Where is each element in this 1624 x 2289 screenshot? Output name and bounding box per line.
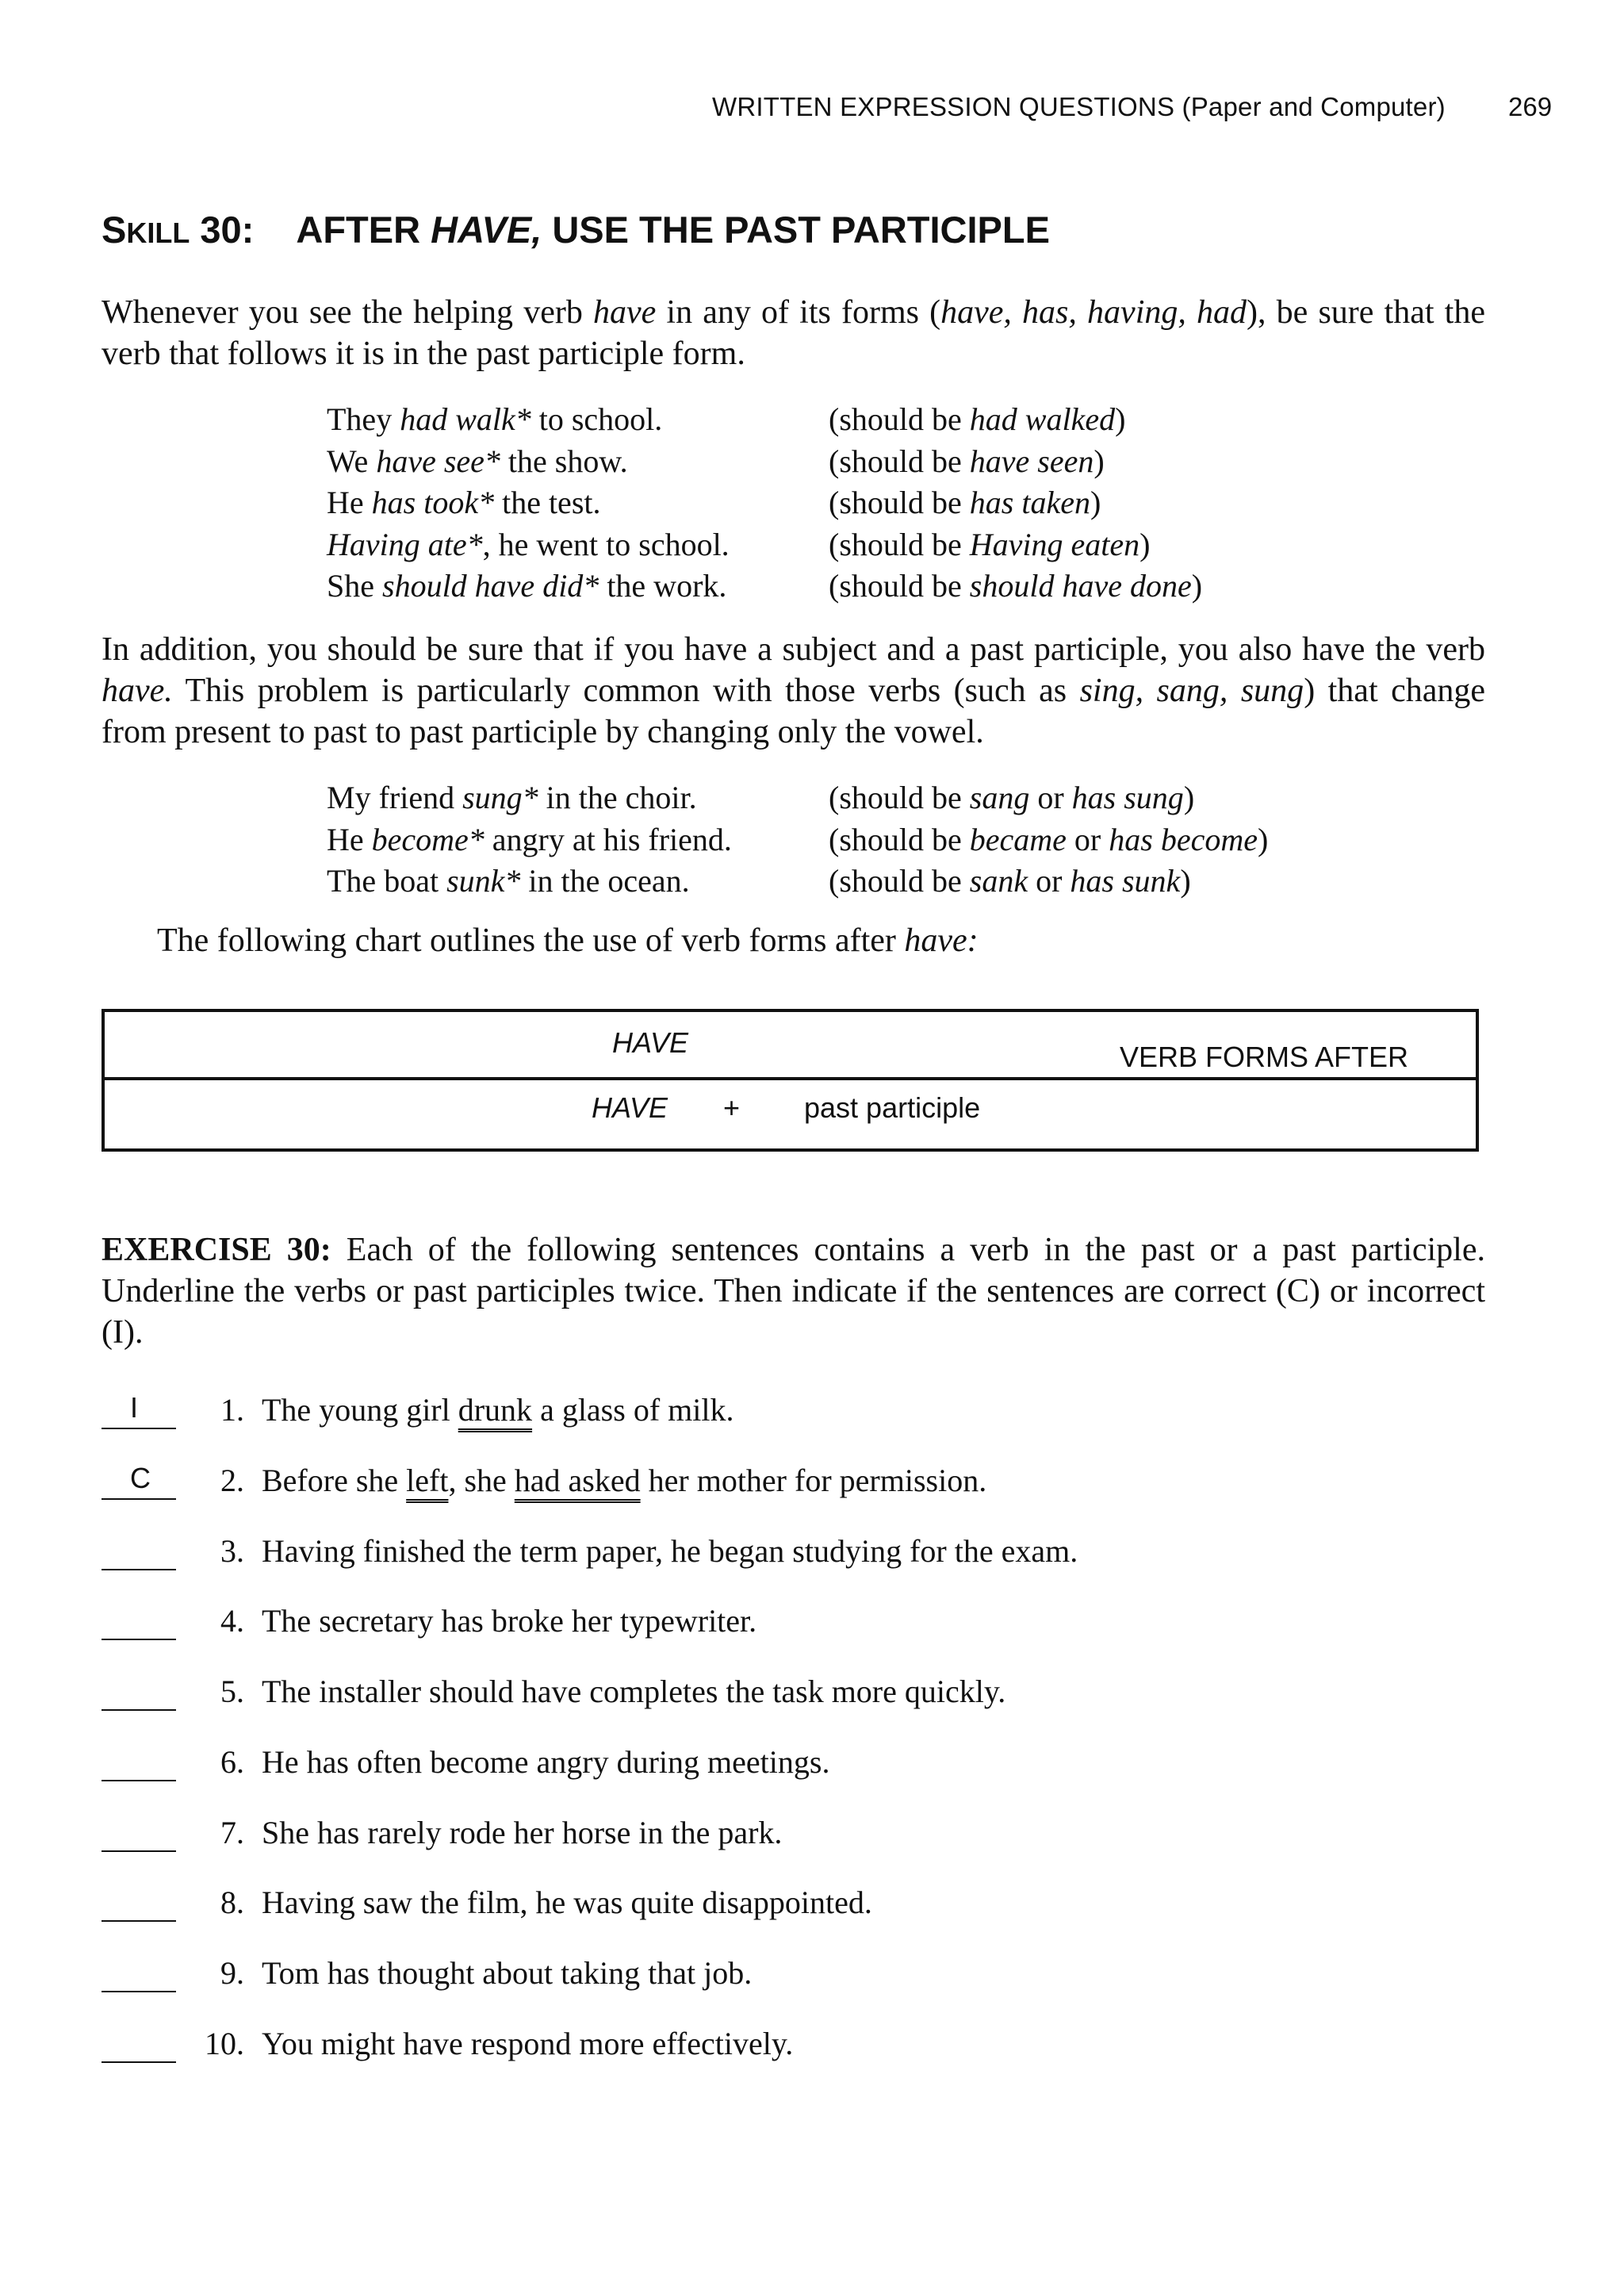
item-sentence (262, 1391, 733, 1428)
correction-or: or (1066, 821, 1109, 857)
correction-post: ) (1115, 401, 1126, 437)
example-correction (829, 861, 1268, 903)
sentence-part-a: You might have respond more effectively. (262, 2026, 794, 2061)
answer-blank[interactable] (102, 1391, 176, 1429)
example-post: to school. (530, 401, 663, 437)
addition-paragraph (102, 629, 1485, 753)
sentence-part-b: , she (448, 1463, 515, 1498)
examples-table-2 (327, 777, 1268, 903)
chart-intro-have: have: (904, 922, 979, 959)
sentence-part-c: her mother for permission. (640, 1463, 987, 1498)
exercise-instructions (102, 1229, 1485, 1353)
example-wrong: had walk* (400, 401, 531, 437)
verb-forms-chart (102, 1009, 1479, 1152)
example-pre: He (327, 821, 372, 857)
correction-fix: Having eaten (969, 526, 1140, 562)
example-row (327, 441, 1202, 483)
example-wrong: sung* (462, 780, 538, 815)
exercise-item (102, 1954, 1291, 1999)
skill-title-after: AFTER (296, 209, 421, 251)
chart-intro-text: The following chart outlines the use of verb forms after (157, 922, 905, 959)
item-sentence (262, 1954, 752, 1992)
sentence-part-a: Before she (262, 1463, 407, 1498)
addition-text-1: In addition, you should be sure that if you have a subject and a past participle, you also have the verb (102, 631, 1485, 668)
item-sentence (262, 2025, 793, 2062)
answer-blank[interactable] (102, 2030, 176, 2063)
exercise-label: EXERCISE 30: (102, 1232, 331, 1268)
item-number: 1. (220, 1392, 244, 1428)
skill-label-initial: S (102, 209, 127, 251)
correction-post: ) (1094, 443, 1105, 479)
correction-pre: (should be (829, 568, 970, 604)
underlined-verb: left (406, 1463, 449, 1498)
correction-post: ) (1257, 821, 1269, 857)
skill-heading (102, 208, 1050, 251)
correction-post: ) (1180, 863, 1191, 899)
intro-text-1: Whenever you see the helping verb (102, 294, 593, 331)
item-number: 9. (220, 1955, 244, 1991)
chart-plus: + (723, 1091, 741, 1124)
example-row (327, 566, 1202, 608)
correction-pre: (should be (829, 821, 970, 857)
correction-fix-b: has sunk (1070, 863, 1181, 899)
item-number: 4. (220, 1603, 244, 1639)
answer-blank[interactable] (102, 1607, 176, 1640)
addition-verbs: sing, sang, sung (1079, 673, 1304, 709)
skill-label-rest: KILL (126, 217, 190, 249)
exercise-item (102, 1814, 1291, 1858)
intro-forms: have, has, having, had (940, 294, 1247, 331)
example-post: in the ocean. (520, 863, 690, 899)
intro-text-3: ), be sure that the verb that follows it is in the past participle form. (102, 294, 1485, 372)
example-row (327, 777, 1268, 819)
correction-fix-a: sang (969, 780, 1030, 815)
correction-fix: should have done (969, 568, 1192, 604)
example-pre: We (327, 443, 377, 479)
item-sentence (262, 1743, 829, 1781)
item-number: 7. (220, 1815, 244, 1850)
correction-fix: had walked (969, 401, 1116, 437)
answer-blank[interactable] (102, 1959, 176, 1992)
example-wrong: should have did* (382, 568, 599, 604)
chart-heading: VERB FORMS AFTER (1120, 1041, 1409, 1073)
example-post: angry at his friend. (484, 821, 732, 857)
example-sentence (327, 819, 829, 861)
sentence-part-a: The young girl (262, 1392, 458, 1428)
sentence-part-b: a glass of milk. (532, 1392, 734, 1428)
examples-table-1 (327, 399, 1202, 608)
example-post: , he went to school. (482, 526, 730, 562)
item-sentence (262, 1462, 986, 1499)
item-sentence (262, 1532, 1078, 1570)
example-sentence (327, 861, 829, 903)
sentence-part-a: She has rarely rode her horse in the park. (262, 1815, 783, 1850)
answer-blank[interactable] (102, 1677, 176, 1711)
example-correction (829, 399, 1202, 441)
example-wrong: become* (371, 821, 485, 857)
underlined-verb: had asked (514, 1463, 641, 1498)
correction-pre: (should be (829, 863, 970, 899)
intro-text-2: in any of its forms ( (656, 294, 941, 331)
example-sentence (327, 441, 829, 483)
example-pre: The boat (327, 863, 447, 899)
correction-fix-a: became (969, 821, 1067, 857)
chart-intro (157, 922, 979, 960)
example-correction (829, 482, 1202, 524)
example-wrong: has took* (371, 485, 495, 520)
example-correction (829, 441, 1202, 483)
skill-title-have: HAVE, (431, 209, 542, 251)
answer-blank[interactable] (102, 1537, 176, 1570)
example-correction (829, 777, 1268, 819)
correction-pre: (should be (829, 526, 970, 562)
correction-fix: has taken (969, 485, 1090, 520)
correction-pre: (should be (829, 443, 970, 479)
sentence-part-a: The secretary has broke her typewriter. (262, 1603, 757, 1639)
answer-mark: I (130, 1391, 139, 1424)
sentence-part-a: Tom has thought about taking that job. (262, 1955, 753, 1991)
example-row (327, 399, 1202, 441)
answer-blank[interactable] (102, 1748, 176, 1781)
exercise-item (102, 1884, 1291, 1928)
example-row (327, 819, 1268, 861)
correction-fix-a: sank (969, 863, 1028, 899)
exercise-item (102, 1462, 1291, 1506)
chart-heading-have: HAVE (612, 1026, 689, 1059)
sentence-part-a: The installer should have completes the task more quickly. (262, 1674, 1006, 1709)
skill-number: 30: (200, 209, 255, 251)
intro-have: have (592, 294, 657, 331)
item-number: 6. (220, 1744, 244, 1780)
intro-paragraph (102, 292, 1485, 374)
underlined-verb: drunk (458, 1392, 533, 1428)
exercise-item (102, 1532, 1291, 1577)
example-sentence (327, 399, 829, 441)
example-wrong: Having ate* (327, 526, 483, 562)
example-post: the test. (494, 485, 601, 520)
example-correction (829, 524, 1202, 566)
example-post: in the choir. (538, 780, 697, 815)
correction-pre: (should be (829, 780, 970, 815)
item-sentence (262, 1602, 756, 1639)
addition-text-3: ) that change from present to past to past participle by changing only the vowel. (102, 673, 1485, 750)
addition-text-2: This problem is particularly common with those verbs (such as (172, 673, 1080, 709)
example-wrong: sunk* (446, 863, 521, 899)
example-row (327, 861, 1268, 903)
answer-blank[interactable] (102, 1888, 176, 1922)
example-correction (829, 566, 1202, 608)
example-sentence (327, 566, 829, 608)
sentence-part-a: Having finished the term paper, he began studying for the exam. (262, 1533, 1078, 1569)
exercise-text: Each of the following sentences contains a verb in the past or a past participle. Underline the verbs or past participles twice. Then indicate if the sentences are correct (C) or incorrect (I). (102, 1232, 1485, 1351)
item-number: 8. (220, 1884, 244, 1920)
correction-fix: have seen (969, 443, 1094, 479)
example-wrong: have see* (376, 443, 500, 479)
answer-blank[interactable] (102, 1462, 176, 1500)
chart-have: HAVE (592, 1091, 668, 1124)
running-head: WRITTEN EXPRESSION QUESTIONS (Paper and Computer) (712, 92, 1446, 121)
item-number: 10. (205, 2026, 244, 2061)
chart-participle: past participle (804, 1091, 981, 1124)
example-pre: She (327, 568, 382, 604)
correction-post: ) (1183, 780, 1195, 815)
correction-post: ) (1191, 568, 1203, 604)
exercise-item (102, 1602, 1291, 1647)
correction-or: or (1029, 780, 1072, 815)
addition-have: have. (102, 673, 173, 709)
example-pre: They (327, 401, 400, 437)
example-pre: He (327, 485, 372, 520)
example-sentence (327, 482, 829, 524)
item-sentence (262, 1673, 1005, 1710)
example-post: the show. (500, 443, 628, 479)
correction-post: ) (1139, 526, 1151, 562)
page-number: 269 (1508, 92, 1553, 121)
item-number: 2. (220, 1463, 244, 1498)
exercise-item (102, 2025, 1291, 2069)
example-row (327, 482, 1202, 524)
correction-fix-b: has sung (1071, 780, 1184, 815)
example-row (327, 524, 1202, 566)
correction-or: or (1028, 863, 1071, 899)
sentence-part-a: He has often become angry during meetings. (262, 1744, 830, 1780)
item-sentence (262, 1884, 872, 1921)
example-correction (829, 819, 1268, 861)
item-number: 3. (220, 1533, 244, 1569)
sentence-part-a: Having saw the film, he was quite disappointed. (262, 1884, 872, 1920)
correction-pre: (should be (829, 485, 970, 520)
item-sentence (262, 1814, 782, 1851)
correction-fix-b: has become (1109, 821, 1258, 857)
exercise-item (102, 1673, 1291, 1717)
correction-pre: (should be (829, 401, 970, 437)
exercise-item (102, 1391, 1291, 1436)
example-pre: My friend (327, 780, 463, 815)
example-sentence (327, 524, 829, 566)
exercise-item (102, 1743, 1291, 1788)
answer-blank[interactable] (102, 1819, 176, 1852)
skill-title-rest: USE THE PAST PARTICIPLE (552, 209, 1050, 251)
chart-header (105, 1012, 1476, 1080)
correction-post: ) (1090, 485, 1101, 520)
answer-mark: C (130, 1462, 151, 1494)
item-number: 5. (220, 1674, 244, 1709)
example-sentence (327, 777, 829, 819)
example-post: the work. (599, 568, 727, 604)
